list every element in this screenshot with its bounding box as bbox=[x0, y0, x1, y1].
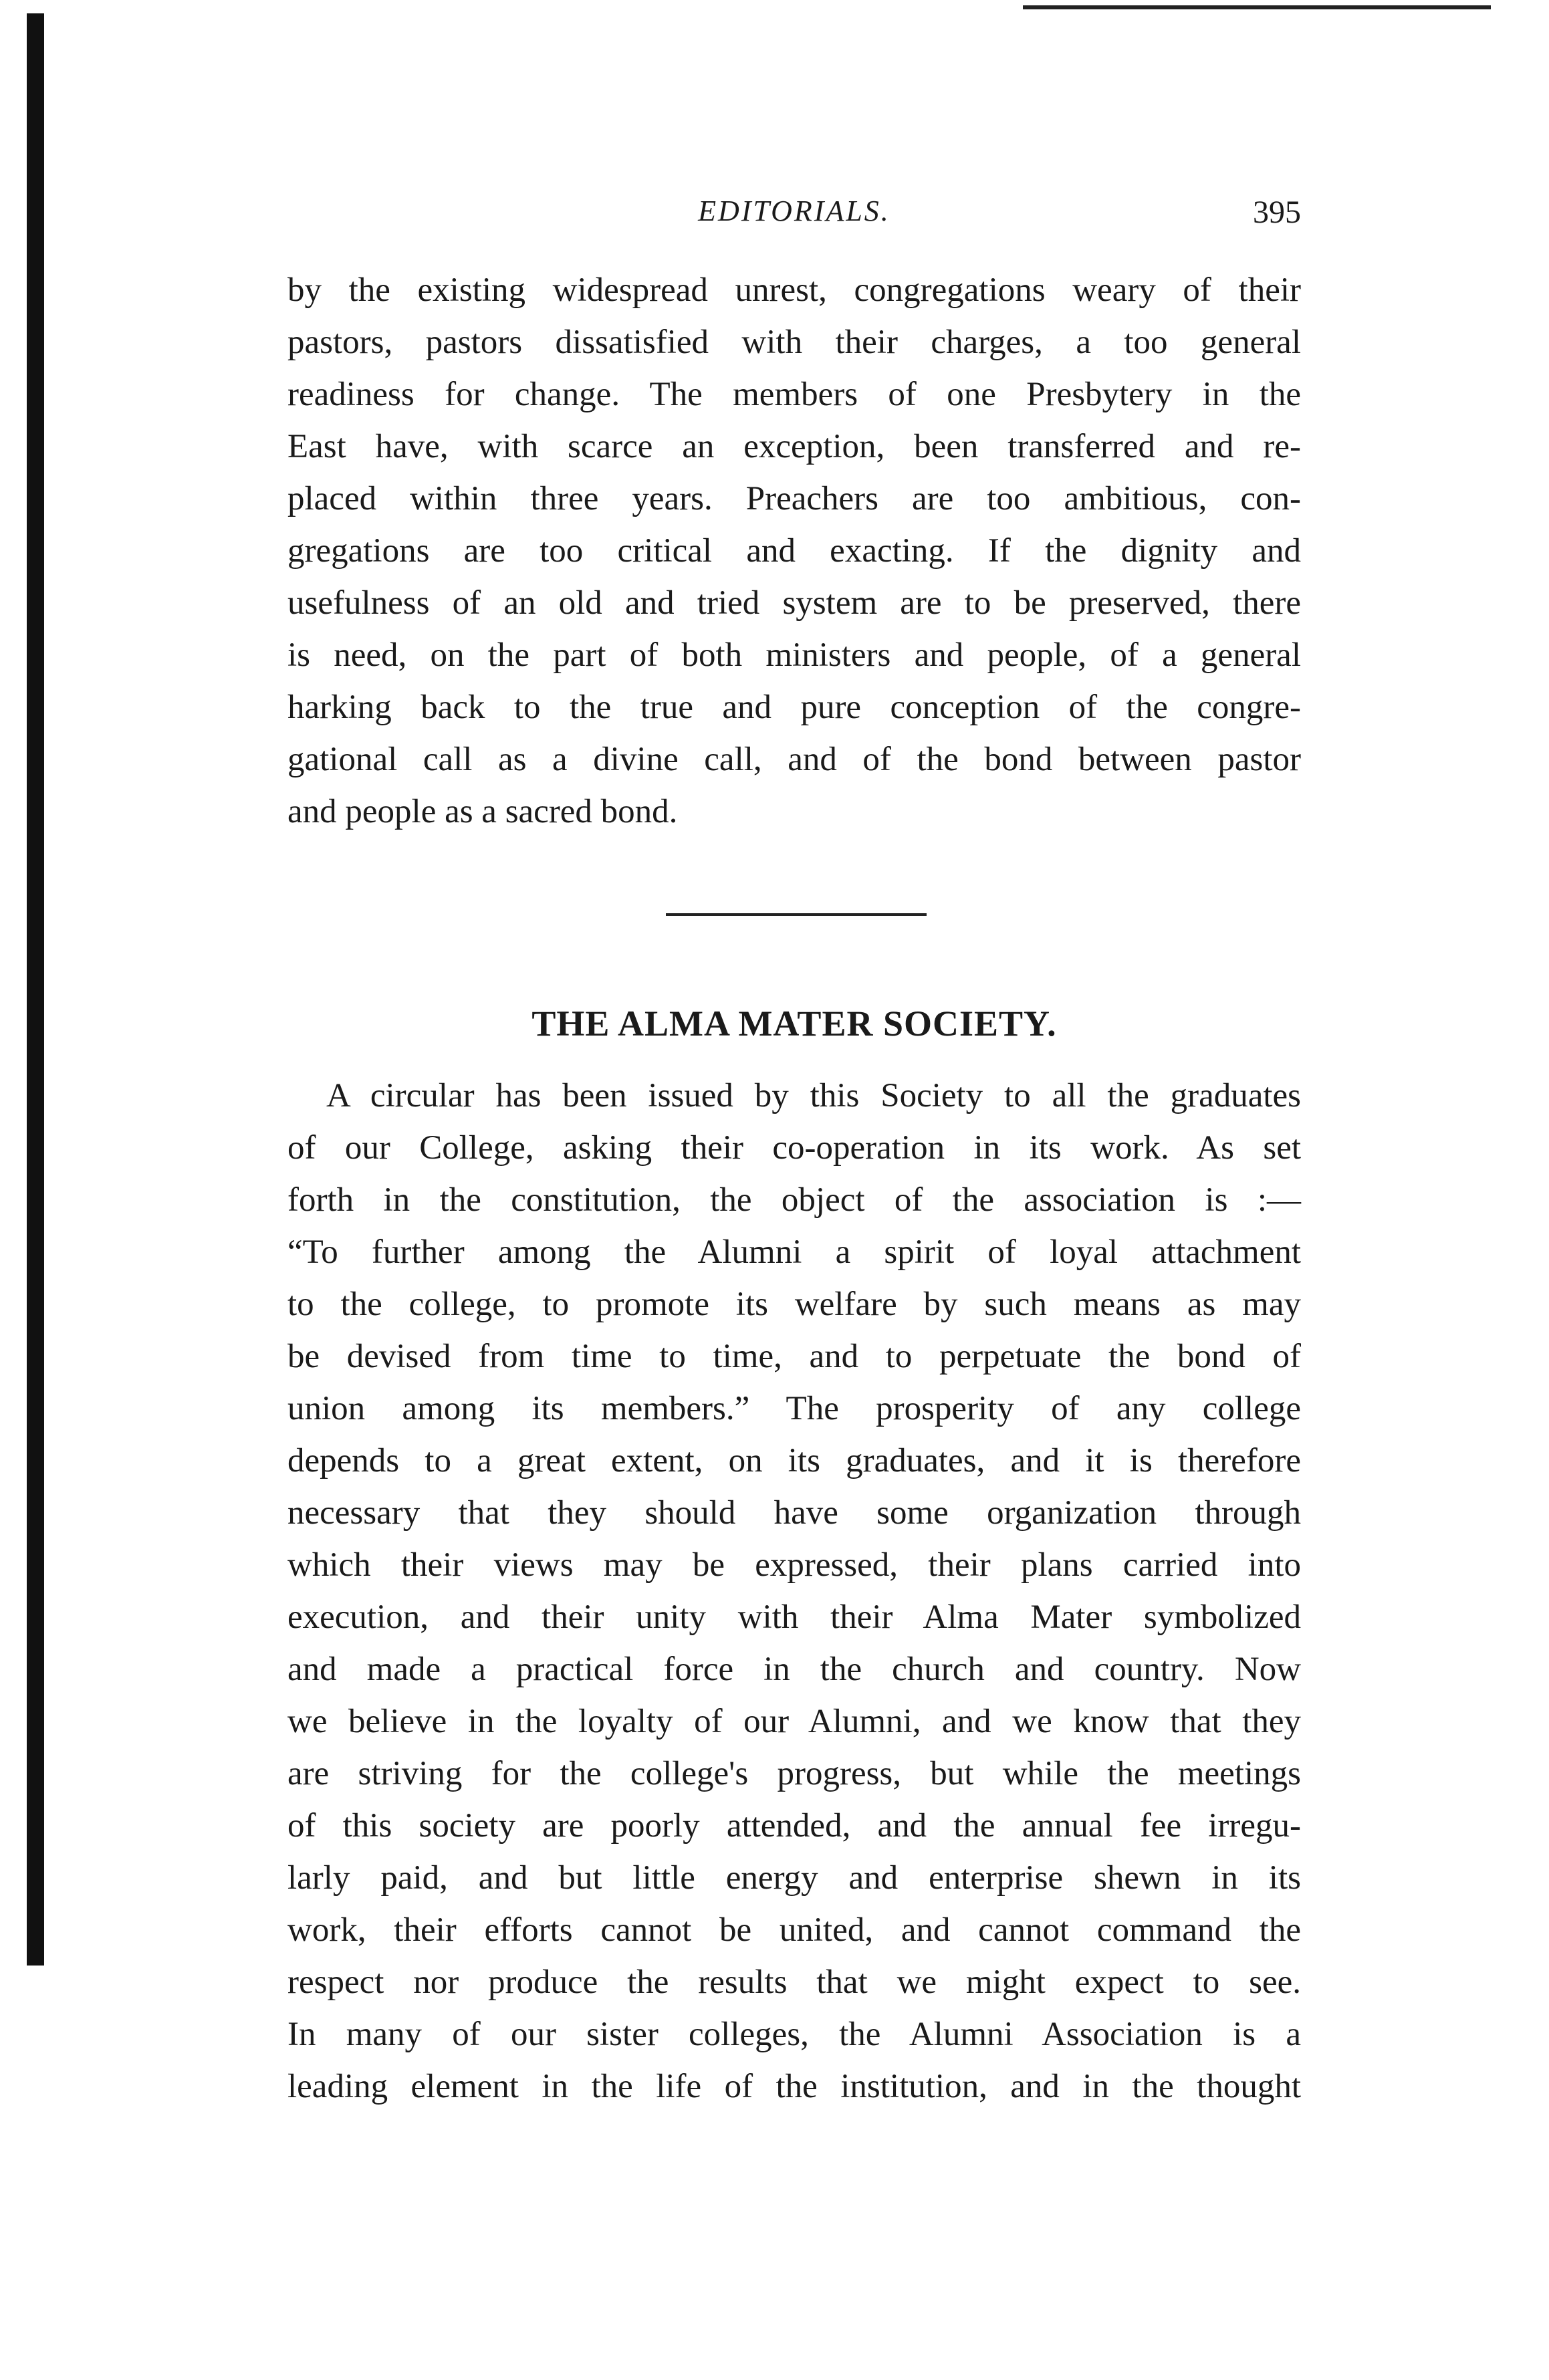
text-line: union among its members.” The prosperity of any college bbox=[287, 1390, 1301, 1427]
text-line: larly paid, and but little energy and enterprise shewn in its bbox=[287, 1859, 1301, 1897]
text-line: East have, with scarce an exception, been transferred and re- bbox=[287, 428, 1301, 465]
text-line: depends to a great extent, on its graduates, and it is therefore bbox=[287, 1442, 1301, 1479]
text-line: necessary that they should have some organization through bbox=[287, 1494, 1301, 1532]
text-line: of our College, asking their co-operation in its work. As set bbox=[287, 1129, 1301, 1167]
text-line: we believe in the loyalty of our Alumni, and we know that they bbox=[287, 1703, 1301, 1740]
text-line: In many of our sister colleges, the Alumni Association is a bbox=[287, 2016, 1301, 2053]
running-head bbox=[287, 194, 1301, 241]
section-heading: THE ALMA MATER SOCIETY. bbox=[531, 1003, 1057, 1044]
text-line: harking back to the true and pure conception of the congre- bbox=[287, 689, 1301, 726]
text-line: placed within three years. Preachers are too ambitious, con- bbox=[287, 480, 1301, 517]
text-line: and made a practical force in the church and country. Now bbox=[287, 1651, 1301, 1688]
text-line: which their views may be expressed, their plans carried into bbox=[287, 1546, 1301, 1584]
text-line: is need, on the part of both ministers and people, of a general bbox=[287, 636, 1301, 674]
text-line: respect nor produce the results that we might expect to see. bbox=[287, 1964, 1301, 2001]
text-line: and people as a sacred bond. bbox=[287, 793, 678, 830]
section-divider bbox=[666, 913, 927, 916]
text-line: pastors, pastors dissatisfied with their charges, a too general bbox=[287, 324, 1301, 361]
text-line: execution, and their unity with their Alma Mater symbolized bbox=[287, 1598, 1301, 1636]
text-line: work, their efforts cannot be united, and cannot command the bbox=[287, 1911, 1301, 1949]
text-line: be devised from time to time, and to perpetuate the bond of bbox=[287, 1338, 1301, 1375]
text-line: by the existing widespread unrest, congregations weary of their bbox=[287, 271, 1301, 309]
text-line: A circular has been issued by this Society to all the graduates bbox=[326, 1077, 1301, 1114]
text-line: usefulness of an old and tried system are to be preserved, there bbox=[287, 584, 1301, 622]
text-line: of this society are poorly attended, and the annual fee irregu- bbox=[287, 1807, 1301, 1844]
scan-edge-bar bbox=[27, 13, 44, 1966]
running-head-title: EDITORIALS. bbox=[698, 195, 890, 227]
page-number: 395 bbox=[1253, 195, 1301, 230]
text-line: gregations are too critical and exacting. If the dignity and bbox=[287, 532, 1301, 570]
text-line: “To further among the Alumni a spirit of loyal attachment bbox=[287, 1233, 1301, 1271]
text-line: readiness for change. The members of one Presbytery in the bbox=[287, 376, 1301, 413]
scan-top-rule bbox=[1023, 5, 1491, 9]
text-line: forth in the constitution, the object of the association is :— bbox=[287, 1181, 1301, 1219]
text-line: to the college, to promote its welfare by such means as may bbox=[287, 1286, 1301, 1323]
paragraph-unrest bbox=[287, 264, 1301, 838]
text-line: leading element in the life of the institution, and in the thought bbox=[287, 2068, 1301, 2105]
paragraph-alma-mater bbox=[287, 1070, 1301, 2113]
text-line: are striving for the college's progress, but while the meetings bbox=[287, 1755, 1301, 1792]
text-line: gational call as a divine call, and of the bond between pastor bbox=[287, 741, 1301, 778]
